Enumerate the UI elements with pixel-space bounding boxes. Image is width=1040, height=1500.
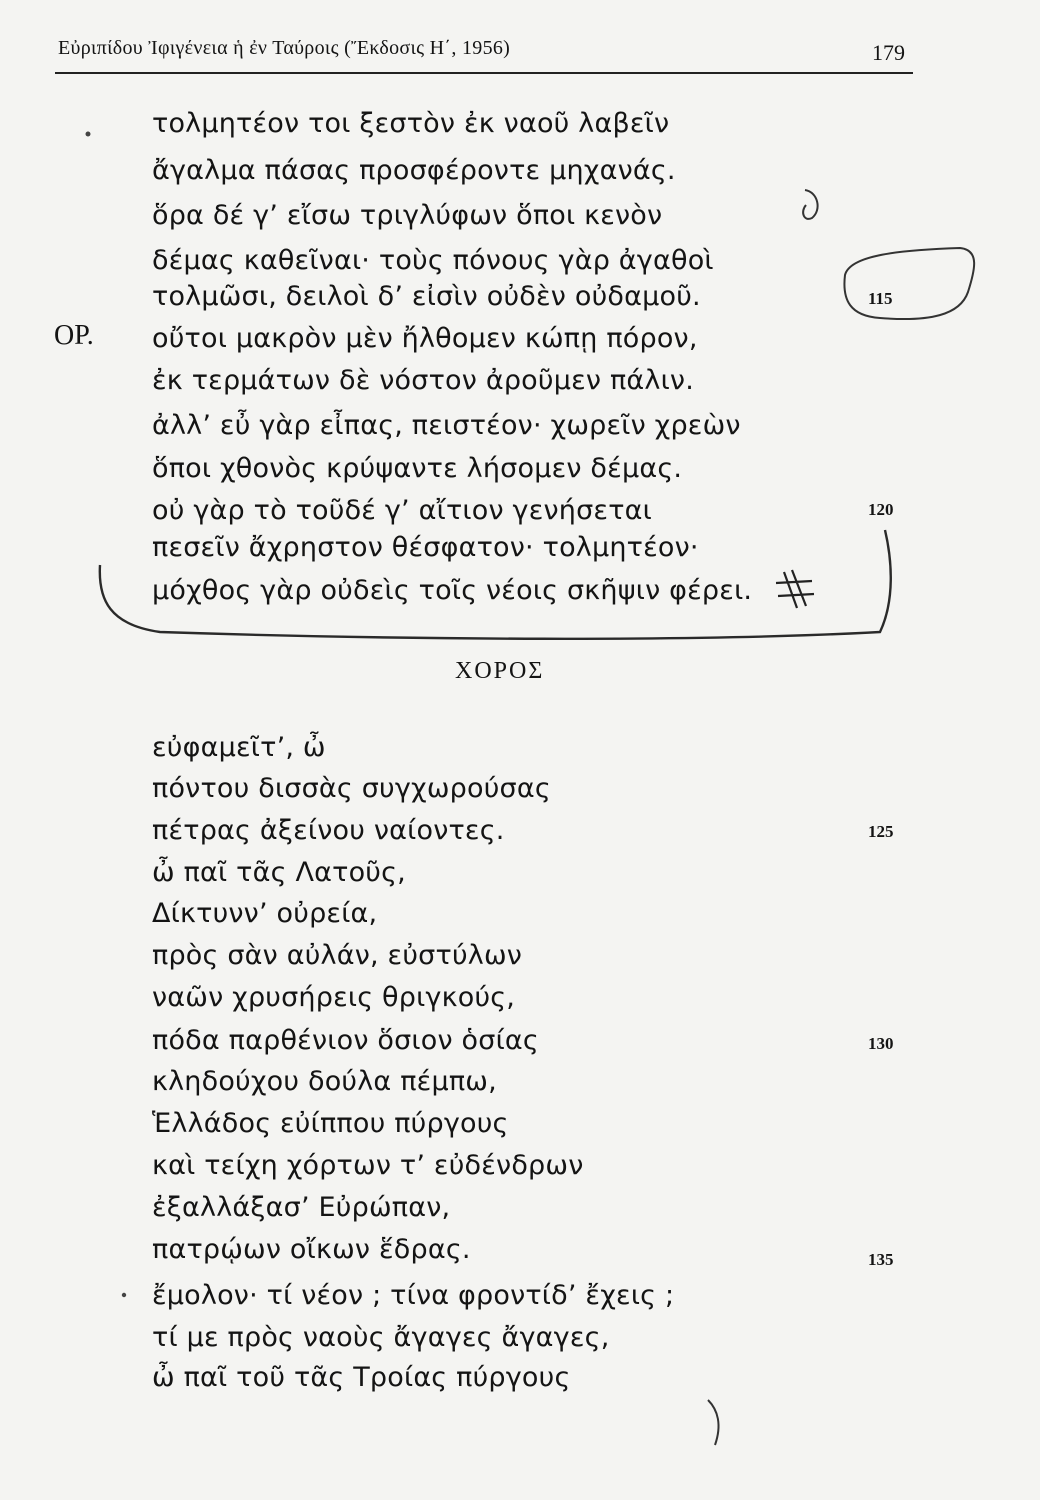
header-rule: [55, 72, 913, 74]
pen-small-mark: [803, 190, 817, 219]
verse-line: πεσεῖν ἄχρηστον θέσφατον· τολμητέον·: [152, 532, 699, 563]
verse-line: ἄγαλμα πάσας προσφέροντε μηχανάς.: [152, 155, 676, 186]
speaker-orestes: ΟΡ.: [54, 320, 94, 351]
verse-line: καὶ τείχη χόρτων τ’ εὐδένδρων: [152, 1150, 584, 1181]
verse-line: οὐ γὰρ τὸ τοῦδέ γ’ αἴτιον γενήσεται: [152, 495, 652, 526]
verse-line: πέτρας ἀξείνου ναίοντες.: [152, 815, 505, 846]
pen-hash-mark: [776, 570, 814, 608]
verse-line: εὐφαμεῖτ’, ὦ: [152, 732, 326, 763]
line-number: 125: [868, 822, 894, 841]
verse-line: ἐξαλλάξασ’ Εὐρώπαν,: [152, 1192, 451, 1223]
verse-line: ὅποι χθονὸς κρύψαντε λήσομεν δέμας.: [152, 453, 683, 484]
ink-dot: [86, 132, 91, 137]
page-number: 179: [872, 40, 905, 65]
verse-line: δέμας καθεῖναι· τοὺς πόνους γὰρ ἀγαθοὶ: [152, 245, 714, 276]
verse-line: Δίκτυνν’ οὐρεία,: [152, 898, 378, 929]
verse-line: ὦ παῖ τοῦ τᾶς Τροίας πύργους: [152, 1362, 571, 1393]
verse-line: τί με πρὸς ναοὺς ἄγαγες ἄγαγες,: [152, 1322, 610, 1353]
verse-line: πόδα παρθένιον ὅσιον ὁσίας: [152, 1025, 539, 1056]
pen-curl-bottom: [708, 1400, 719, 1445]
verse-line: ἔμολον· τί νέον ; τίνα φροντίδ’ ἔχεις ;: [152, 1280, 675, 1311]
verse-line: πόντου δισσὰς συγχωρούσας: [152, 773, 551, 804]
verse-line: ἀλλ’ εὖ γὰρ εἶπας, πειστέον· χωρεῖν χρεὼν: [152, 410, 741, 441]
line-number: 130: [868, 1034, 894, 1053]
verse-line: πρὸς σὰν αὐλάν, εὐστύλων: [152, 940, 523, 971]
verse-line: ναῶν χρυσήρεις θριγκούς,: [152, 982, 516, 1013]
verse-line: οὔτοι μακρὸν μὲν ἤλθομεν κώπῃ πόρον,: [152, 323, 698, 354]
verse-line: τολμῶσι, δειλοὶ δ’ εἰσὶν οὐδὲν οὐδαμοῦ.: [152, 281, 701, 312]
line-number: 115: [868, 289, 893, 308]
verse-line: τολμητέον τοι ξεστὸν ἐκ ναοῦ λαβεῖν: [152, 108, 670, 139]
speaker-chorus: ΧΟΡΟΣ: [455, 658, 545, 684]
verse-line: κληδούχου δούλα πέμπω,: [152, 1066, 497, 1097]
running-head: Εὐριπίδου Ἰφιγένεια ἡ ἐν Ταύροις (Ἔκδοσις Η΄, 1956): [58, 37, 511, 59]
verse-line: πατρῴων οἴκων ἕδρας.: [152, 1234, 471, 1265]
line-number: 120: [868, 500, 894, 519]
verse-line: μόχθος γὰρ οὐδεὶς τοῖς νέοις σκῆψιν φέρει.: [152, 575, 753, 606]
verse-line: ὅρα δέ γ’ εἴσω τριγλύφων ὅποι κενὸν: [152, 200, 663, 231]
line-number: 135: [868, 1250, 894, 1269]
verse-line: Ἑλλάδος εὐίππου πύργους: [152, 1108, 509, 1139]
verse-line: ὦ παῖ τᾶς Λατοῦς,: [152, 857, 406, 888]
verse-line: ἐκ τερμάτων δὲ νόστον ἀροῦμεν πάλιν.: [152, 365, 694, 396]
ink-dot: [122, 1293, 126, 1297]
